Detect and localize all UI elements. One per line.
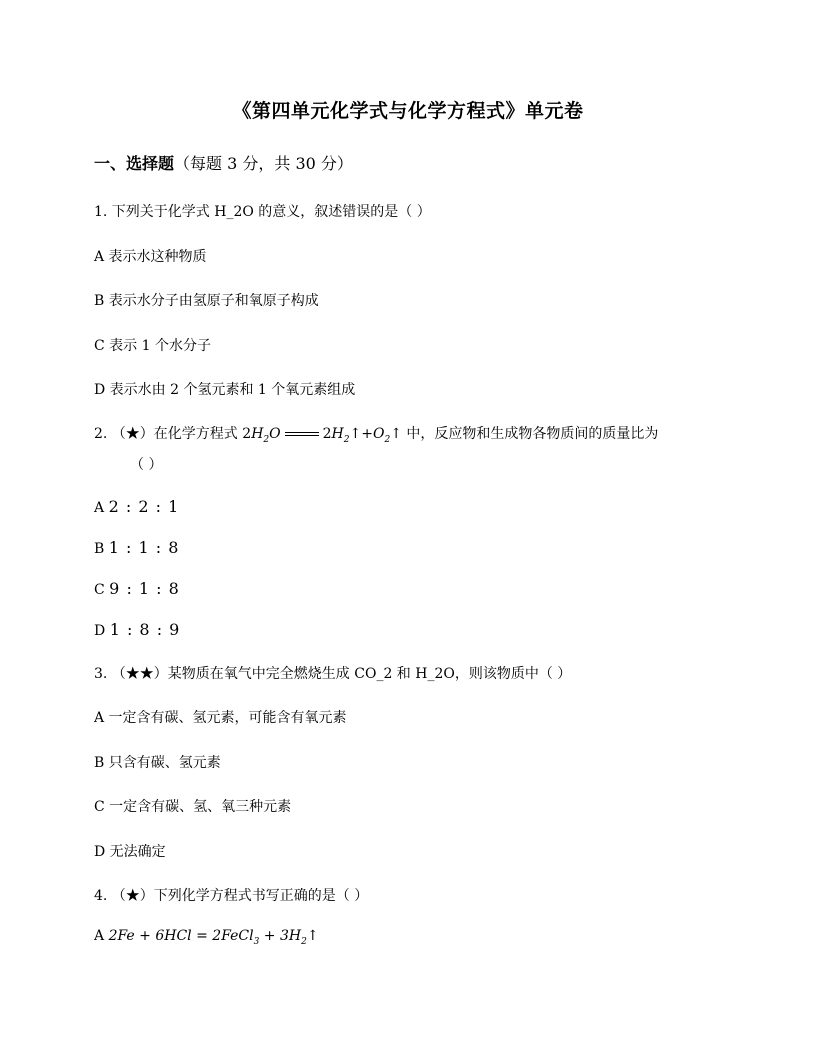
- option-letter: C: [94, 582, 105, 598]
- gas-arrow-icon: ↑: [349, 426, 362, 442]
- question-1-option-a: A 表示水这种物质: [94, 249, 207, 265]
- question-2-equation: [242, 426, 402, 445]
- option-ratio: 1 : 1 : 8: [108, 538, 180, 557]
- question-3-option-b: B 只含有碳、氢元素: [94, 755, 221, 771]
- question-2-stem: [94, 423, 658, 445]
- option-letter: B: [94, 541, 105, 557]
- eq-subscript: 2: [343, 434, 350, 445]
- question-1-stem: 1. 下列关于化学式 H_2O 的意义，叙述错误的是（ ）: [94, 204, 431, 220]
- eq-symbol: H: [331, 426, 344, 442]
- eq-text: + 3H: [259, 928, 302, 944]
- section-heading-label: 一、选择题: [94, 154, 175, 173]
- question-2-option-d: [94, 620, 180, 639]
- question-2-suffix: 中，反应物和生成物各物质间的质量比为: [401, 426, 659, 442]
- question-3-stem: 3. （★★）某物质在氧气中完全燃烧生成 CO_2 和 H_2O，则该物质中（ ）: [94, 666, 572, 682]
- equation-double-bar: [285, 429, 319, 439]
- question-1-option-c: C 表示 1 个水分子: [94, 338, 211, 354]
- option-ratio: 1 : 8 : 9: [109, 620, 181, 639]
- option-letter: A: [94, 500, 105, 516]
- eq-coefficient: 2: [322, 426, 332, 442]
- option-letter: A: [94, 928, 105, 944]
- eq-text: 2Fe + 6HCl = 2FeCl: [108, 928, 254, 944]
- eq-symbol: O: [269, 426, 281, 442]
- question-2-option-c: [94, 579, 180, 598]
- eq-subscript: 2: [263, 434, 270, 445]
- eq-subscript: 3: [253, 936, 260, 947]
- question-3-option-d: D 无法确定: [94, 844, 166, 860]
- question-4-option-a: [94, 928, 319, 947]
- question-2-continuation: （ ）: [130, 457, 163, 473]
- question-2-option-b: [94, 538, 179, 557]
- eq-subscript: 2: [384, 434, 391, 445]
- eq-subscript: 2: [301, 936, 307, 947]
- gas-arrow-icon: ↑: [390, 426, 402, 442]
- section-heading-note: （每题 3 分，共 30 分）: [174, 154, 353, 173]
- eq-coefficient: 2: [242, 426, 252, 442]
- question-3-option-c: C 一定含有碳、氢、氧三种元素: [94, 799, 292, 815]
- question-2-option-a: [94, 497, 179, 516]
- eq-plus: +: [361, 426, 373, 442]
- question-4-option-a-equation: [108, 928, 319, 947]
- option-letter: D: [94, 623, 106, 639]
- question-1-option-d: D 表示水由 2 个氢元素和 1 个氧元素组成: [94, 382, 356, 398]
- gas-arrow-icon: ↑: [306, 928, 319, 944]
- page-title: 《第四单元化学式与化学方程式》单元卷: [232, 100, 584, 122]
- eq-symbol: H: [251, 426, 264, 442]
- option-ratio: 2 : 2 : 1: [108, 497, 180, 516]
- question-2-prefix: 2. （★）在化学方程式: [94, 426, 243, 442]
- section-heading: [94, 151, 353, 174]
- eq-symbol: O: [372, 426, 385, 442]
- question-4-stem: 4. （★）下列化学方程式书写正确的是（ ）: [94, 888, 369, 904]
- option-ratio: 9 : 1 : 8: [109, 579, 180, 598]
- question-3-option-a: A 一定含有碳、氢元素，可能含有氧元素: [94, 710, 347, 726]
- question-1-option-b: B 表示水分子由氢原子和氧原子构成: [94, 293, 319, 309]
